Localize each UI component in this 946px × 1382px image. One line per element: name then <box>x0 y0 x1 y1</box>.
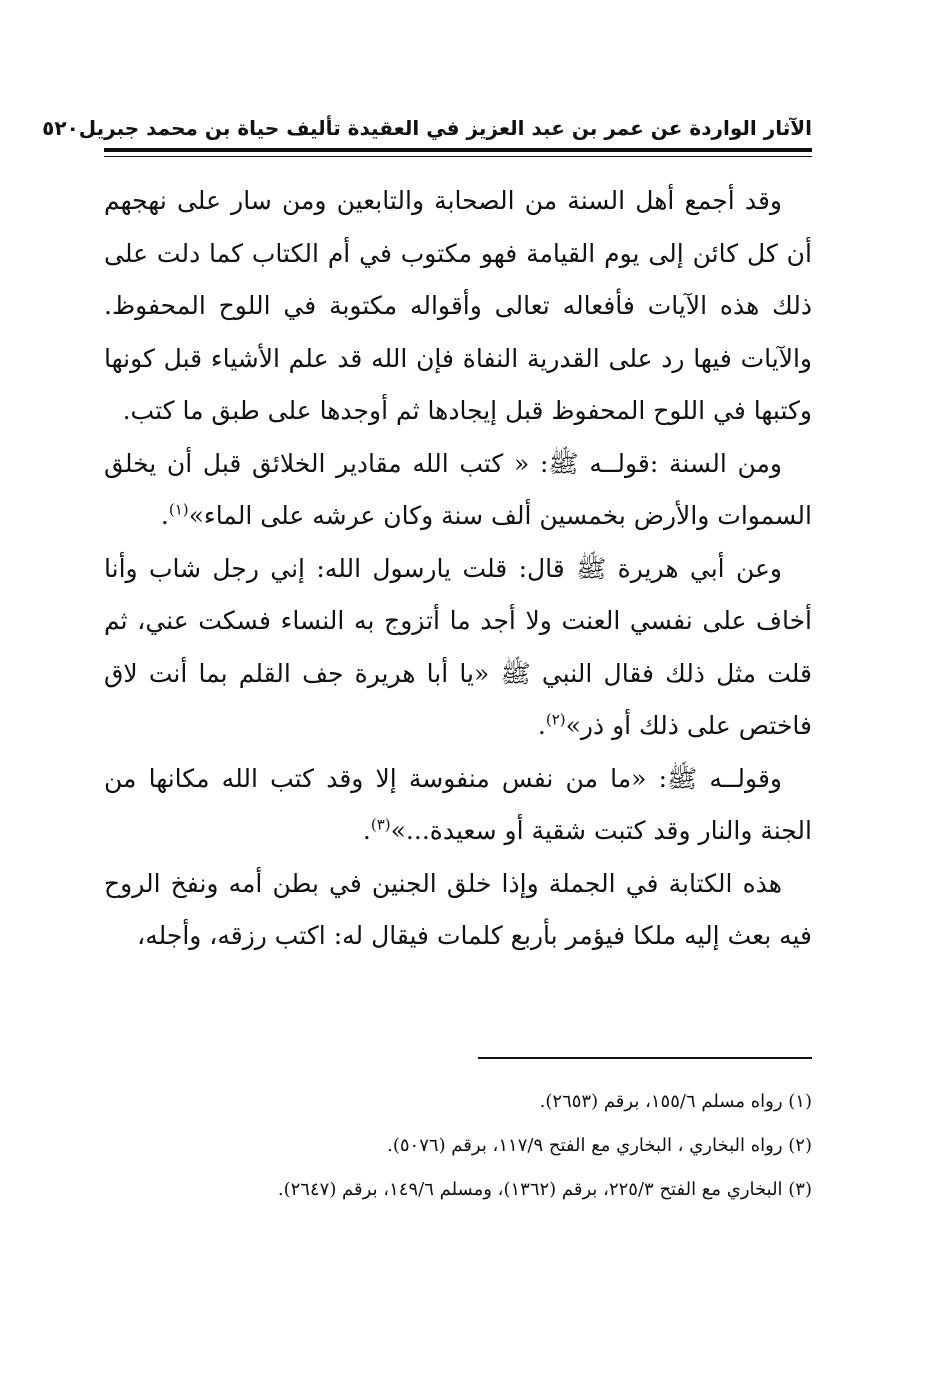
paragraph-5-text: هذه الكتابة في الجملة وإذا خلق الجنين في بطن أمه ونفخ الروح فيه بعث إليه ملكا فيؤمر بأربع كلمات فيقال له: اكتب رزقه، وأجله، <box>104 868 812 950</box>
footnote-ref-1[interactable]: (١) <box>168 500 189 519</box>
footnotes <box>104 1080 812 1212</box>
footnote-2: (٢) رواه البخاري ، البخاري مع الفتح ١١٧/٩، برقم (٥٠٧٦). <box>387 1135 812 1156</box>
page-number: ٥٢٠ <box>42 116 79 140</box>
header-rule-thick <box>104 148 812 152</box>
paragraph-1-text: وقد أجمع أهل السنة من الصحابة والتابعين ومن سار على نهجهم أن كل كائن إلى يوم القيامة فهو مكتوب في أم الكتاب كما دلت على ذلك هذه الآيات فأفعاله تعالى وأقواله مكتوبة في اللوح المحفوظ. والآيات فيها رد على القدرية النفاة فإن الله قد علم الأشياء قبل كونها وكتبها في اللوح المحفوظ قبل إيجادها ثم أوجدها على طبق ما كتب. <box>104 186 812 425</box>
footnote-3: (٣) البخاري مع الفتح ٢٢٥/٣، برقم (١٣٦٢)، ومسلم ١٤٩/٦، برقم (٢٦٤٧). <box>277 1179 812 1200</box>
footnote-separator <box>478 1057 812 1059</box>
paragraph-3-text: وعن أبي هريرة ﷺ قال: قلت يارسول الله: إني رجل شاب وأنا أخاف على نفسي العنت ولا أجد ما أتزوج به النساء فسكت عني، ثم قلت مثل ذلك فقال النبي ﷺ «يا أبا هريرة جف القلم بما أنت لاق فاختص على ذلك أو ذر» <box>104 553 812 740</box>
paragraph-3-end: . <box>537 711 546 740</box>
running-header <box>42 108 812 148</box>
footnote-1: (١) رواه مسلم ١٥٥/٦، برقم (٢٦٥٣). <box>539 1091 812 1112</box>
paragraph-2 <box>104 438 812 543</box>
paragraph-4-text: وقولــه ﷺ: «ما من نفس منفوسة إلا وقد كتب الله مكانها من الجنة والنار وقد كتبت شقية أو سعيدة...» <box>104 763 812 845</box>
footnote-ref-3[interactable]: (٣) <box>370 815 391 834</box>
paragraph-5 <box>104 858 812 963</box>
paragraph-1 <box>104 175 812 438</box>
main-text <box>104 175 812 963</box>
paragraph-3 <box>104 543 812 753</box>
paragraph-2-text: ومن السنة :قولــه ﷺ: « كتب الله مقادير الخلائق قبل أن يخلق السموات والأرض بخمسين ألف سنة وكان عرشه على الماء» <box>104 448 812 530</box>
header-rule-thin <box>104 156 812 157</box>
paragraph-4 <box>104 753 812 858</box>
footnote-ref-2[interactable]: (٢) <box>545 710 566 729</box>
paragraph-2-end: . <box>160 501 169 530</box>
header-title: الآثار الواردة عن عمر بن عبد العزيز في العقيدة تأليف حياة بن محمد جبريل <box>78 116 812 140</box>
paragraph-4-end: . <box>362 816 371 845</box>
